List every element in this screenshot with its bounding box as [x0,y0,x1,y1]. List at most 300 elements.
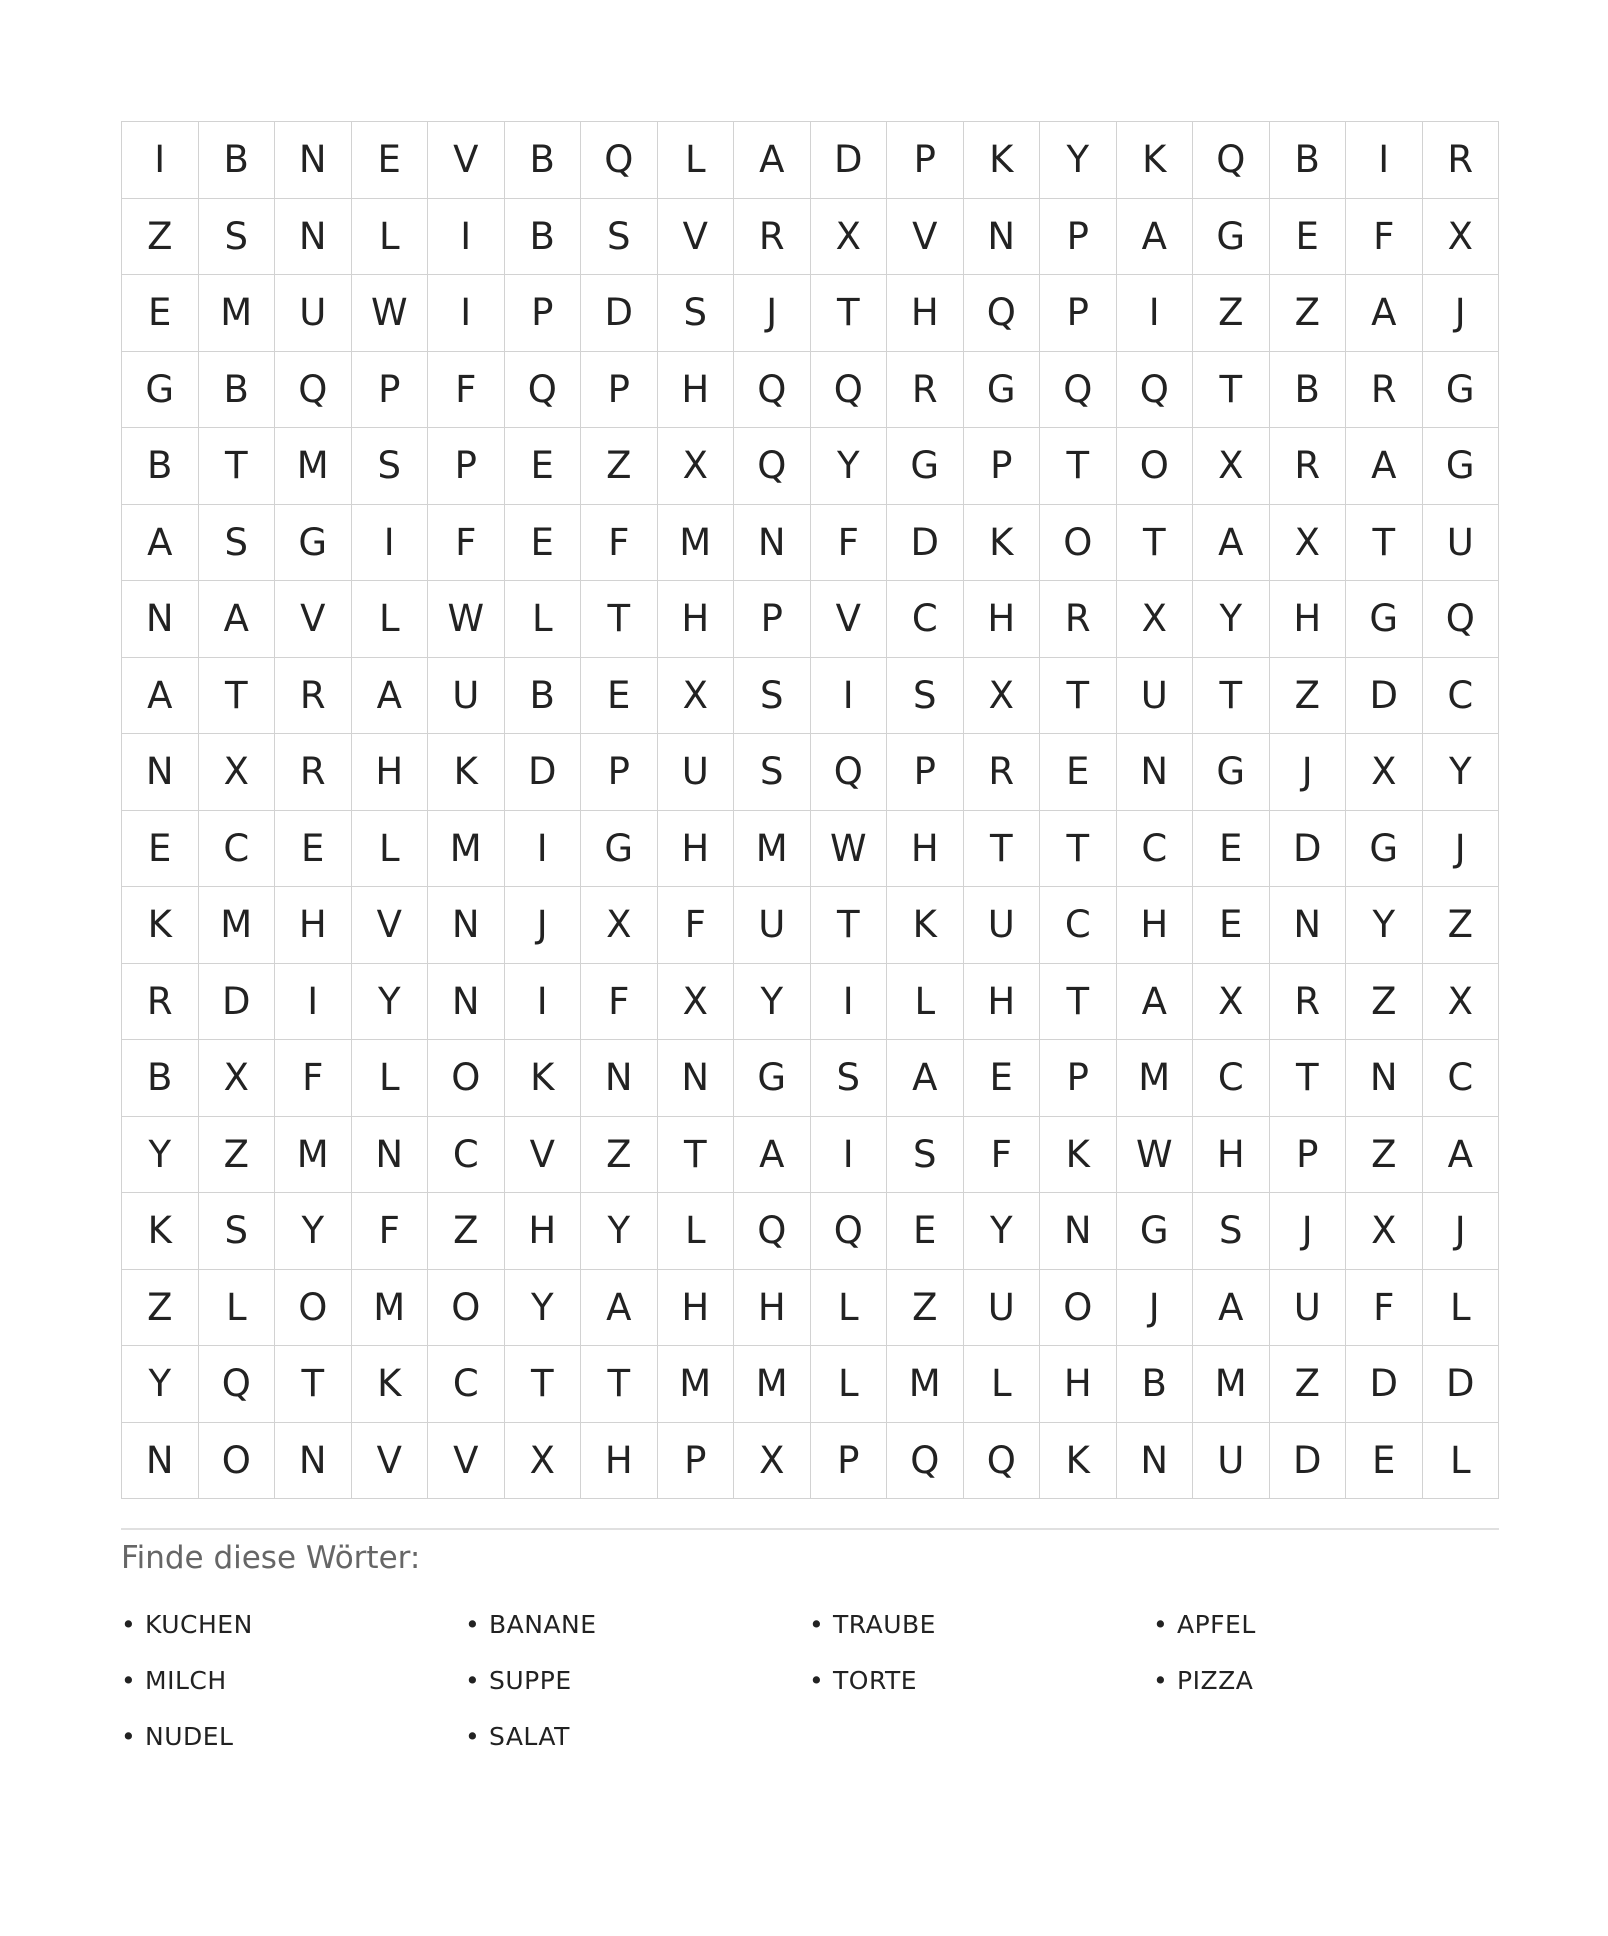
grid-cell[interactable]: L [1423,1270,1500,1347]
grid-cell[interactable]: Q [734,428,811,505]
grid-cell[interactable]: B [505,122,582,199]
grid-cell[interactable]: Y [1193,581,1270,658]
grid-cell[interactable]: P [581,352,658,429]
grid-cell[interactable]: V [811,581,888,658]
grid-cell[interactable]: M [275,428,352,505]
grid-cell[interactable]: T [1117,505,1194,582]
grid-cell[interactable]: X [199,734,276,811]
grid-cell[interactable]: Q [1423,581,1500,658]
grid-cell[interactable]: F [581,964,658,1041]
grid-cell[interactable]: E [964,1040,1041,1117]
grid-cell[interactable]: X [581,887,658,964]
grid-cell[interactable]: N [1117,734,1194,811]
grid-cell[interactable]: L [199,1270,276,1347]
grid-cell[interactable]: I [275,964,352,1041]
grid-cell[interactable]: H [505,1193,582,1270]
grid-cell[interactable]: X [658,428,735,505]
grid-cell[interactable]: T [1193,658,1270,735]
grid-cell[interactable]: W [352,275,429,352]
grid-cell[interactable]: H [887,811,964,888]
grid-cell[interactable]: V [428,1423,505,1500]
grid-cell[interactable]: E [1346,1423,1423,1500]
grid-cell[interactable]: V [352,1423,429,1500]
grid-cell[interactable]: Y [122,1117,199,1194]
grid-cell[interactable]: N [581,1040,658,1117]
grid-cell[interactable]: L [658,1193,735,1270]
grid-cell[interactable]: O [1040,505,1117,582]
grid-cell[interactable]: K [428,734,505,811]
grid-cell[interactable]: S [199,505,276,582]
grid-cell[interactable]: M [734,1346,811,1423]
grid-cell[interactable]: M [734,811,811,888]
grid-cell[interactable]: T [811,887,888,964]
grid-cell[interactable]: Q [1040,352,1117,429]
grid-cell[interactable]: X [505,1423,582,1500]
grid-cell[interactable]: P [1040,199,1117,276]
grid-cell[interactable]: A [1193,505,1270,582]
grid-cell[interactable]: Q [275,352,352,429]
grid-cell[interactable]: B [1270,352,1347,429]
grid-cell[interactable]: K [352,1346,429,1423]
grid-cell[interactable]: I [505,964,582,1041]
grid-cell[interactable]: F [1346,199,1423,276]
grid-cell[interactable]: A [122,658,199,735]
grid-cell[interactable]: Q [734,352,811,429]
grid-cell[interactable]: F [581,505,658,582]
grid-cell[interactable]: N [122,734,199,811]
grid-cell[interactable]: H [964,581,1041,658]
grid-cell[interactable]: L [352,1040,429,1117]
grid-cell[interactable]: Y [505,1270,582,1347]
grid-cell[interactable]: T [1040,428,1117,505]
grid-cell[interactable]: A [581,1270,658,1347]
grid-cell[interactable]: G [1193,199,1270,276]
grid-cell[interactable]: S [352,428,429,505]
grid-cell[interactable]: H [1040,1346,1117,1423]
grid-cell[interactable]: Q [199,1346,276,1423]
grid-cell[interactable]: U [1270,1270,1347,1347]
grid-cell[interactable]: X [1346,734,1423,811]
grid-cell[interactable]: X [1423,199,1500,276]
grid-cell[interactable]: K [122,1193,199,1270]
grid-cell[interactable]: R [275,658,352,735]
grid-cell[interactable]: N [428,964,505,1041]
grid-cell[interactable]: L [658,122,735,199]
grid-cell[interactable]: X [1117,581,1194,658]
grid-cell[interactable]: K [964,505,1041,582]
grid-cell[interactable]: Z [581,428,658,505]
grid-cell[interactable]: T [505,1346,582,1423]
grid-cell[interactable]: B [505,199,582,276]
grid-cell[interactable]: S [887,658,964,735]
grid-cell[interactable]: U [1423,505,1500,582]
grid-cell[interactable]: T [1346,505,1423,582]
grid-cell[interactable]: T [275,1346,352,1423]
grid-cell[interactable]: A [199,581,276,658]
grid-cell[interactable]: K [1040,1423,1117,1500]
grid-cell[interactable]: J [1270,1193,1347,1270]
grid-cell[interactable]: O [428,1040,505,1117]
grid-cell[interactable]: Y [964,1193,1041,1270]
grid-cell[interactable]: X [658,658,735,735]
grid-cell[interactable]: L [964,1346,1041,1423]
grid-cell[interactable]: A [1423,1117,1500,1194]
grid-cell[interactable]: E [275,811,352,888]
grid-cell[interactable]: A [734,122,811,199]
grid-cell[interactable]: K [887,887,964,964]
grid-cell[interactable]: Q [964,1423,1041,1500]
grid-cell[interactable]: E [352,122,429,199]
grid-cell[interactable]: H [964,964,1041,1041]
grid-cell[interactable]: R [964,734,1041,811]
grid-cell[interactable]: J [734,275,811,352]
grid-cell[interactable]: N [275,199,352,276]
grid-cell[interactable]: T [1040,964,1117,1041]
grid-cell[interactable]: H [887,275,964,352]
grid-cell[interactable]: S [199,1193,276,1270]
grid-cell[interactable]: P [734,581,811,658]
grid-cell[interactable]: J [1423,1193,1500,1270]
grid-cell[interactable]: U [658,734,735,811]
grid-cell[interactable]: E [1193,887,1270,964]
grid-cell[interactable]: Z [122,199,199,276]
grid-cell[interactable]: P [505,275,582,352]
grid-cell[interactable]: G [275,505,352,582]
grid-cell[interactable]: N [122,1423,199,1500]
grid-cell[interactable]: Y [352,964,429,1041]
grid-cell[interactable]: O [199,1423,276,1500]
grid-cell[interactable]: A [887,1040,964,1117]
grid-cell[interactable]: H [658,1270,735,1347]
grid-cell[interactable]: T [1193,352,1270,429]
grid-cell[interactable]: P [887,734,964,811]
grid-cell[interactable]: N [1117,1423,1194,1500]
grid-cell[interactable]: Z [1193,275,1270,352]
grid-cell[interactable]: L [352,811,429,888]
grid-cell[interactable]: T [1040,658,1117,735]
grid-cell[interactable]: G [734,1040,811,1117]
grid-cell[interactable]: Q [964,275,1041,352]
grid-cell[interactable]: A [1117,199,1194,276]
grid-cell[interactable]: R [1270,428,1347,505]
grid-cell[interactable]: T [199,428,276,505]
grid-cell[interactable]: X [1346,1193,1423,1270]
grid-cell[interactable]: M [352,1270,429,1347]
grid-cell[interactable]: F [1346,1270,1423,1347]
grid-cell[interactable]: S [1193,1193,1270,1270]
grid-cell[interactable]: Z [428,1193,505,1270]
grid-cell[interactable]: X [1193,428,1270,505]
grid-cell[interactable]: Z [1270,275,1347,352]
grid-cell[interactable]: I [505,811,582,888]
grid-cell[interactable]: R [887,352,964,429]
grid-cell[interactable]: W [1117,1117,1194,1194]
grid-cell[interactable]: H [581,1423,658,1500]
grid-cell[interactable]: F [428,352,505,429]
grid-cell[interactable]: U [734,887,811,964]
grid-cell[interactable]: U [1117,658,1194,735]
grid-cell[interactable]: G [1193,734,1270,811]
grid-cell[interactable]: P [581,734,658,811]
grid-cell[interactable]: V [428,122,505,199]
grid-cell[interactable]: I [811,964,888,1041]
grid-cell[interactable]: M [275,1117,352,1194]
grid-cell[interactable]: Z [199,1117,276,1194]
grid-cell[interactable]: O [275,1270,352,1347]
grid-cell[interactable]: U [1193,1423,1270,1500]
grid-cell[interactable]: G [581,811,658,888]
grid-cell[interactable]: N [964,199,1041,276]
grid-cell[interactable]: C [428,1346,505,1423]
grid-cell[interactable]: J [1423,811,1500,888]
grid-cell[interactable]: R [1270,964,1347,1041]
grid-cell[interactable]: T [658,1117,735,1194]
grid-cell[interactable]: P [1270,1117,1347,1194]
grid-cell[interactable]: Z [1270,658,1347,735]
grid-cell[interactable]: I [352,505,429,582]
grid-cell[interactable]: Y [734,964,811,1041]
grid-cell[interactable]: E [122,275,199,352]
grid-cell[interactable]: K [1040,1117,1117,1194]
grid-cell[interactable]: Z [581,1117,658,1194]
grid-cell[interactable]: J [1117,1270,1194,1347]
grid-cell[interactable]: L [352,581,429,658]
grid-cell[interactable]: E [1270,199,1347,276]
grid-cell[interactable]: P [658,1423,735,1500]
grid-cell[interactable]: E [581,658,658,735]
grid-cell[interactable]: N [1346,1040,1423,1117]
grid-cell[interactable]: F [428,505,505,582]
grid-cell[interactable]: H [1270,581,1347,658]
grid-cell[interactable]: B [122,1040,199,1117]
grid-cell[interactable]: T [581,1346,658,1423]
grid-cell[interactable]: W [428,581,505,658]
grid-cell[interactable]: V [352,887,429,964]
grid-cell[interactable]: G [1423,428,1500,505]
grid-cell[interactable]: D [199,964,276,1041]
grid-cell[interactable]: G [964,352,1041,429]
grid-cell[interactable]: N [275,122,352,199]
grid-cell[interactable]: E [505,428,582,505]
grid-cell[interactable]: C [1117,811,1194,888]
grid-cell[interactable]: M [1117,1040,1194,1117]
grid-cell[interactable]: S [887,1117,964,1194]
grid-cell[interactable]: I [428,199,505,276]
grid-cell[interactable]: Z [1423,887,1500,964]
grid-cell[interactable]: U [964,887,1041,964]
grid-cell[interactable]: X [1193,964,1270,1041]
grid-cell[interactable]: P [352,352,429,429]
grid-cell[interactable]: N [1270,887,1347,964]
grid-cell[interactable]: A [1346,428,1423,505]
grid-cell[interactable]: G [1346,581,1423,658]
grid-cell[interactable]: I [428,275,505,352]
grid-cell[interactable]: R [1040,581,1117,658]
grid-cell[interactable]: Y [275,1193,352,1270]
grid-cell[interactable]: G [1423,352,1500,429]
grid-cell[interactable]: K [964,122,1041,199]
grid-cell[interactable]: S [658,275,735,352]
grid-cell[interactable]: Q [811,352,888,429]
grid-cell[interactable]: I [811,1117,888,1194]
grid-cell[interactable]: E [122,811,199,888]
grid-cell[interactable]: K [122,887,199,964]
grid-cell[interactable]: V [275,581,352,658]
grid-cell[interactable]: H [352,734,429,811]
grid-cell[interactable]: N [734,505,811,582]
grid-cell[interactable]: X [964,658,1041,735]
grid-cell[interactable]: W [811,811,888,888]
grid-cell[interactable]: C [1423,658,1500,735]
grid-cell[interactable]: R [1423,122,1500,199]
grid-cell[interactable]: K [1117,122,1194,199]
grid-cell[interactable]: N [658,1040,735,1117]
grid-cell[interactable]: O [1117,428,1194,505]
grid-cell[interactable]: E [887,1193,964,1270]
grid-cell[interactable]: N [428,887,505,964]
grid-cell[interactable]: M [1193,1346,1270,1423]
grid-cell[interactable]: G [1117,1193,1194,1270]
grid-cell[interactable]: Q [811,1193,888,1270]
grid-cell[interactable]: A [1346,275,1423,352]
grid-cell[interactable]: M [199,275,276,352]
grid-cell[interactable]: A [122,505,199,582]
grid-cell[interactable]: I [1117,275,1194,352]
grid-cell[interactable]: T [581,581,658,658]
grid-cell[interactable]: J [1423,275,1500,352]
grid-cell[interactable]: P [1040,275,1117,352]
grid-cell[interactable]: B [122,428,199,505]
grid-cell[interactable]: U [964,1270,1041,1347]
grid-cell[interactable]: N [352,1117,429,1194]
grid-cell[interactable]: R [122,964,199,1041]
grid-cell[interactable]: V [505,1117,582,1194]
grid-cell[interactable]: A [1193,1270,1270,1347]
grid-cell[interactable]: M [658,1346,735,1423]
grid-cell[interactable]: Y [581,1193,658,1270]
grid-cell[interactable]: J [505,887,582,964]
grid-cell[interactable]: Q [1117,352,1194,429]
grid-cell[interactable]: F [964,1117,1041,1194]
grid-cell[interactable]: D [887,505,964,582]
grid-cell[interactable]: C [428,1117,505,1194]
grid-cell[interactable]: C [199,811,276,888]
grid-cell[interactable]: L [1423,1423,1500,1500]
grid-cell[interactable]: Z [887,1270,964,1347]
grid-cell[interactable]: N [1040,1193,1117,1270]
grid-cell[interactable]: C [1423,1040,1500,1117]
grid-cell[interactable]: S [199,199,276,276]
grid-cell[interactable]: B [1117,1346,1194,1423]
grid-cell[interactable]: V [658,199,735,276]
grid-cell[interactable]: D [1270,1423,1347,1500]
grid-cell[interactable]: Z [1346,1117,1423,1194]
grid-cell[interactable]: C [887,581,964,658]
grid-cell[interactable]: D [1346,1346,1423,1423]
grid-cell[interactable]: I [811,658,888,735]
grid-cell[interactable]: H [658,352,735,429]
grid-cell[interactable]: H [658,811,735,888]
grid-cell[interactable]: R [734,199,811,276]
grid-cell[interactable]: F [275,1040,352,1117]
grid-cell[interactable]: L [887,964,964,1041]
grid-cell[interactable]: C [1040,887,1117,964]
grid-cell[interactable]: L [811,1346,888,1423]
grid-cell[interactable]: F [658,887,735,964]
grid-cell[interactable]: L [505,581,582,658]
grid-cell[interactable]: D [1346,658,1423,735]
grid-cell[interactable]: X [811,199,888,276]
grid-cell[interactable]: Q [505,352,582,429]
grid-cell[interactable]: H [1117,887,1194,964]
grid-cell[interactable]: T [811,275,888,352]
grid-cell[interactable]: Y [811,428,888,505]
grid-cell[interactable]: P [811,1423,888,1500]
grid-cell[interactable]: Y [122,1346,199,1423]
grid-cell[interactable]: R [1346,352,1423,429]
grid-cell[interactable]: D [505,734,582,811]
grid-cell[interactable]: T [1040,811,1117,888]
grid-cell[interactable]: E [1040,734,1117,811]
grid-cell[interactable]: Q [811,734,888,811]
grid-cell[interactable]: B [505,658,582,735]
grid-cell[interactable]: S [734,734,811,811]
grid-cell[interactable]: G [887,428,964,505]
grid-cell[interactable]: T [1270,1040,1347,1117]
grid-cell[interactable]: G [1346,811,1423,888]
grid-cell[interactable]: B [199,122,276,199]
grid-cell[interactable]: S [811,1040,888,1117]
grid-cell[interactable]: T [199,658,276,735]
grid-cell[interactable]: Q [887,1423,964,1500]
grid-cell[interactable]: X [658,964,735,1041]
grid-cell[interactable]: P [887,122,964,199]
grid-cell[interactable]: Y [1346,887,1423,964]
grid-cell[interactable]: X [199,1040,276,1117]
grid-cell[interactable]: G [122,352,199,429]
grid-cell[interactable]: H [275,887,352,964]
grid-cell[interactable]: X [1270,505,1347,582]
grid-cell[interactable]: H [658,581,735,658]
grid-cell[interactable]: X [734,1423,811,1500]
grid-cell[interactable]: H [1193,1117,1270,1194]
grid-cell[interactable]: C [1193,1040,1270,1117]
grid-cell[interactable]: B [199,352,276,429]
grid-cell[interactable]: D [811,122,888,199]
grid-cell[interactable]: J [1270,734,1347,811]
grid-cell[interactable]: Q [1193,122,1270,199]
grid-cell[interactable]: B [1270,122,1347,199]
grid-cell[interactable]: K [505,1040,582,1117]
grid-cell[interactable]: M [199,887,276,964]
grid-cell[interactable]: M [428,811,505,888]
grid-cell[interactable]: Q [581,122,658,199]
grid-cell[interactable]: M [658,505,735,582]
grid-cell[interactable]: P [964,428,1041,505]
grid-cell[interactable]: Z [1346,964,1423,1041]
grid-cell[interactable]: Z [122,1270,199,1347]
grid-cell[interactable]: R [275,734,352,811]
grid-cell[interactable]: V [887,199,964,276]
grid-cell[interactable]: L [352,199,429,276]
grid-cell[interactable]: E [505,505,582,582]
grid-cell[interactable]: I [122,122,199,199]
grid-cell[interactable]: H [734,1270,811,1347]
grid-cell[interactable]: O [428,1270,505,1347]
grid-cell[interactable]: D [1423,1346,1500,1423]
grid-cell[interactable]: D [581,275,658,352]
grid-cell[interactable]: P [1040,1040,1117,1117]
